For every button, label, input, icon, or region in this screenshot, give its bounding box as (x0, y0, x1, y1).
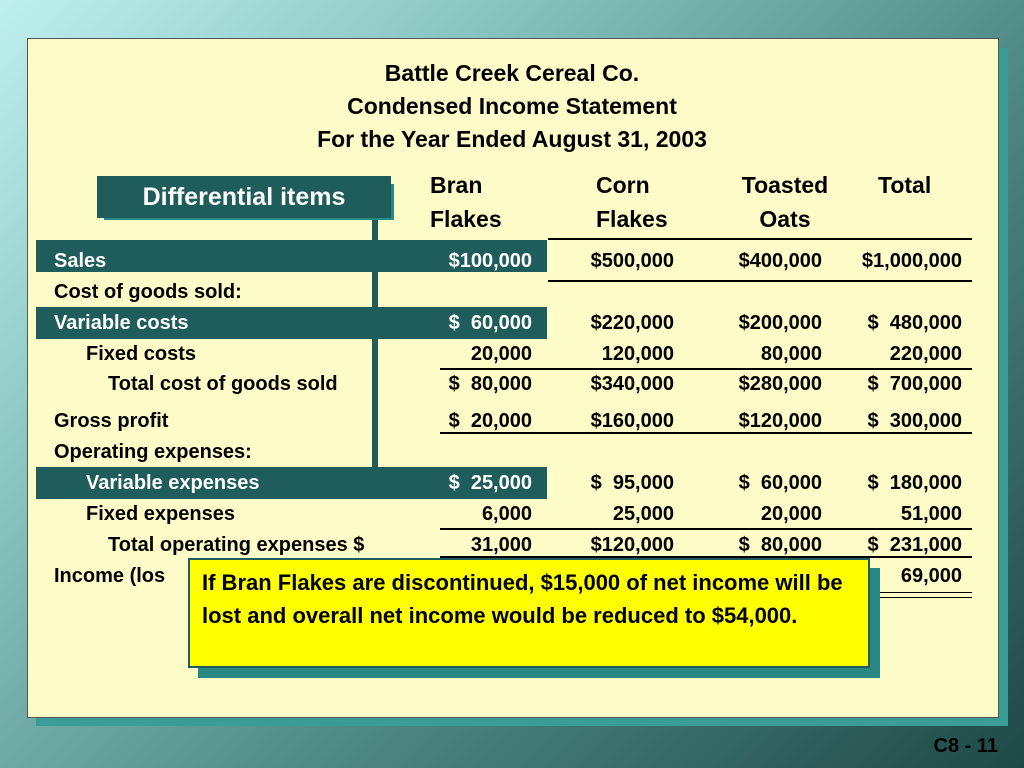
col-corn-line1: Corn (596, 172, 650, 198)
value-corn: $120,000 (590, 534, 674, 556)
row-label: Fixed expenses (86, 503, 235, 525)
value-corn: 25,000 (612, 503, 674, 525)
row-label: Fixed costs (86, 343, 197, 365)
table-row (0, 468, 1024, 498)
value-bran: 31,000 (470, 534, 532, 556)
value-oats: 20,000 (760, 503, 822, 525)
value-bran: $ 20,000 (448, 410, 532, 432)
value-total: 51,000 (900, 503, 962, 525)
value-oats: $ 80,000 (738, 534, 822, 556)
differential-items-callout: Differential items (97, 176, 391, 218)
col-corn-header (596, 168, 668, 236)
value-corn: $ 95,000 (590, 472, 674, 494)
table-row (0, 308, 1024, 338)
value-total: 220,000 (889, 343, 962, 365)
row-label: Gross profit (54, 410, 169, 432)
conclusion-note: If Bran Flakes are discontinued, $15,000 of net income will be lost and overall net income would be reduced to $54,000. (188, 558, 870, 668)
col-total-line1: Total (878, 172, 932, 198)
value-corn: $340,000 (590, 373, 674, 395)
table-row (0, 339, 1024, 369)
col-oats-line2: Oats (759, 206, 811, 232)
period-title: For the Year Ended August 31, 2003 (317, 126, 707, 152)
row-label: Cost of goods sold: (54, 281, 242, 303)
company-title: Battle Creek Cereal Co. (384, 60, 640, 86)
row-label: Total operating expenses $ (108, 534, 365, 556)
table-row (0, 499, 1024, 529)
value-corn: $500,000 (590, 250, 674, 272)
value-oats: $120,000 (738, 410, 822, 432)
col-corn-line2: Flakes (596, 206, 668, 232)
table-row (0, 246, 1024, 276)
slide-number: C8 - 11 (933, 735, 998, 757)
table-row (0, 437, 1024, 467)
value-oats: $400,000 (738, 250, 822, 272)
row-label: Variable costs (54, 312, 189, 334)
col-bran-header (430, 168, 502, 236)
value-total: $ 231,000 (867, 534, 962, 556)
row-label: Income (los (54, 565, 166, 587)
value-total: 69,000 (900, 565, 962, 587)
value-bran: $ 25,000 (448, 472, 532, 494)
value-bran: $ 60,000 (448, 312, 532, 334)
col-oats-line1: Toasted (741, 172, 829, 198)
value-corn: 120,000 (601, 343, 674, 365)
value-bran: 20,000 (470, 343, 532, 365)
value-oats: $ 60,000 (738, 472, 822, 494)
value-total: $ 180,000 (867, 472, 962, 494)
value-total: $1,000,000 (861, 250, 962, 272)
col-bran-line1: Bran (430, 172, 483, 198)
row-label: Total cost of goods sold (108, 373, 338, 395)
value-corn: $220,000 (590, 312, 674, 334)
table-row (0, 277, 1024, 307)
table-row (0, 369, 1024, 399)
table-row (0, 406, 1024, 436)
value-bran: $ 80,000 (448, 373, 532, 395)
value-bran: $100,000 (448, 250, 532, 272)
value-bran: 6,000 (481, 503, 532, 525)
col-bran-line2: Flakes (430, 206, 502, 232)
value-corn: $160,000 (590, 410, 674, 432)
value-total: $ 700,000 (867, 373, 962, 395)
row-label: Variable expenses (86, 472, 260, 494)
net-income-double-rule (870, 592, 972, 598)
header-rule (548, 238, 972, 240)
col-oats-header (731, 168, 839, 236)
value-oats: $200,000 (738, 312, 822, 334)
statement-title: Condensed Income Statement (347, 93, 677, 119)
value-total: $ 300,000 (867, 410, 962, 432)
value-oats: $280,000 (738, 373, 822, 395)
value-total: $ 480,000 (867, 312, 962, 334)
col-total-header (878, 168, 931, 202)
row-label: Operating expenses: (54, 441, 252, 463)
value-oats: 80,000 (760, 343, 822, 365)
table-row (0, 530, 1024, 560)
row-label: Sales (54, 250, 107, 272)
